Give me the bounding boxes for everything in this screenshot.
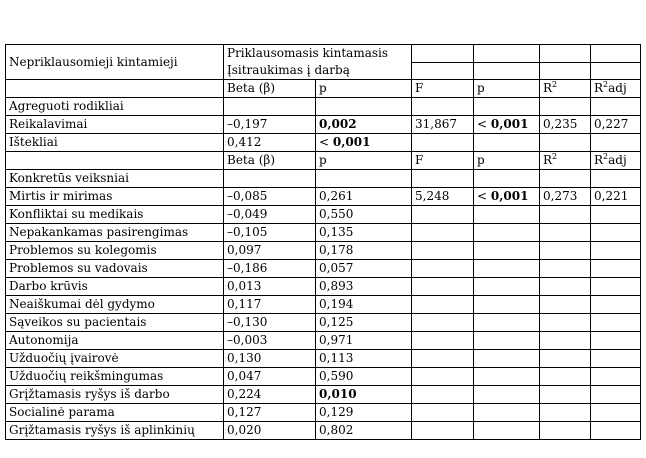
beta-value: 0,412 (224, 134, 316, 152)
r2-value: 0,235 (540, 116, 591, 134)
section-row (6, 170, 641, 188)
table-row (6, 332, 641, 350)
row-label: Grįžtamasis ryšys iš darbo (6, 386, 224, 404)
row-label: Darbo krūvis (6, 278, 224, 296)
r2adj-value: 0,221 (591, 188, 641, 206)
p-value: 0,802 (316, 422, 412, 440)
row-label: Mirtis ir mirimas (6, 188, 224, 206)
beta-value: 0,224 (224, 386, 316, 404)
beta-value: 0,020 (224, 422, 316, 440)
p-value: < 0,001 (316, 134, 412, 152)
p-col-header: p (316, 80, 412, 98)
column-header-row (6, 152, 641, 170)
beta-value: –0,049 (224, 206, 316, 224)
dependent-var-header: Priklausomasis kintamasis (224, 45, 412, 63)
table-row (6, 260, 641, 278)
p-value: 0,135 (316, 224, 412, 242)
table-row (6, 350, 641, 368)
beta-value: 0,013 (224, 278, 316, 296)
F-value: 5,248 (412, 188, 474, 206)
section-title: Agreguoti rodikliai (6, 98, 224, 116)
table-row (6, 368, 641, 386)
F-col-header: F (412, 80, 474, 98)
beta-value: –0,186 (224, 260, 316, 278)
p-value: 0,125 (316, 314, 412, 332)
p-value: 0,194 (316, 296, 412, 314)
independent-vars-header: Nepriklausomieji kintamieji (6, 45, 224, 80)
table-row (6, 242, 641, 260)
r2adj-value: 0,227 (591, 116, 641, 134)
p-value: 0,178 (316, 242, 412, 260)
row-label: Nepakankamas pasirengimas (6, 224, 224, 242)
table-row (6, 206, 641, 224)
table-row (6, 314, 641, 332)
table-row (6, 134, 641, 152)
beta-col-header: Beta (β) (224, 80, 316, 98)
row-label: Konfliktai su medikais (6, 206, 224, 224)
model-p-value: < 0,001 (474, 116, 540, 134)
row-label: Autonomija (6, 332, 224, 350)
row-label: Ištekliai (6, 134, 224, 152)
row-label: Problemos su kolegomis (6, 242, 224, 260)
p-value: 0,893 (316, 278, 412, 296)
p-col-header: p (316, 152, 412, 170)
beta-col-header: Beta (β) (224, 152, 316, 170)
p-value: 0,550 (316, 206, 412, 224)
section-row (6, 98, 641, 116)
regression-table (5, 44, 641, 440)
F-value: 31,867 (412, 116, 474, 134)
model-p-value: < 0,001 (474, 188, 540, 206)
p-value: 0,002 (316, 116, 412, 134)
p-value: 0,057 (316, 260, 412, 278)
row-label: Užduočių reikšmingumas (6, 368, 224, 386)
table-row (6, 278, 641, 296)
F-col-header: F (412, 152, 474, 170)
row-label: Sąveikos su pacientais (6, 314, 224, 332)
beta-value: 0,047 (224, 368, 316, 386)
table-row (6, 386, 641, 404)
table-row (6, 116, 641, 134)
r2-col-header: $R^2$ (540, 152, 591, 170)
table-row (6, 296, 641, 314)
table-row (6, 188, 641, 206)
beta-value: 0,097 (224, 242, 316, 260)
beta-value: 0,127 (224, 404, 316, 422)
beta-value: –0,085 (224, 188, 316, 206)
table-row (6, 404, 641, 422)
p-value: 0,010 (316, 386, 412, 404)
row-label: Užduočių įvairovė (6, 350, 224, 368)
column-header-row (6, 80, 641, 98)
beta-value: 0,130 (224, 350, 316, 368)
section-title: Konkretūs veiksniai (6, 170, 224, 188)
p-value: 0,113 (316, 350, 412, 368)
p2-col-header: p (474, 80, 540, 98)
row-label: Neaiškumai dėl gydymo (6, 296, 224, 314)
p-value: 0,129 (316, 404, 412, 422)
row-label: Grįžtamasis ryšys iš aplinkinių (6, 422, 224, 440)
r2-col-header: $R^2$ (540, 80, 591, 98)
beta-value: –0,105 (224, 224, 316, 242)
table-row (6, 224, 641, 242)
table-row (6, 422, 641, 440)
r2adj-col-header: $R^2adj$ (591, 152, 641, 170)
p2-col-header: p (474, 152, 540, 170)
beta-value: 0,117 (224, 296, 316, 314)
p-value: 0,971 (316, 332, 412, 350)
r2-value: 0,273 (540, 188, 591, 206)
beta-value: –0,130 (224, 314, 316, 332)
p-value: 0,261 (316, 188, 412, 206)
beta-value: –0,197 (224, 116, 316, 134)
row-label: Problemos su vadovais (6, 260, 224, 278)
row-label: Socialinė parama (6, 404, 224, 422)
beta-value: –0,003 (224, 332, 316, 350)
p-value: 0,590 (316, 368, 412, 386)
r2adj-col-header: $R^2adj$ (591, 80, 641, 98)
row-label: Reikalavimai (6, 116, 224, 134)
outcome-header: Įsitraukimas į darbą (224, 62, 412, 80)
